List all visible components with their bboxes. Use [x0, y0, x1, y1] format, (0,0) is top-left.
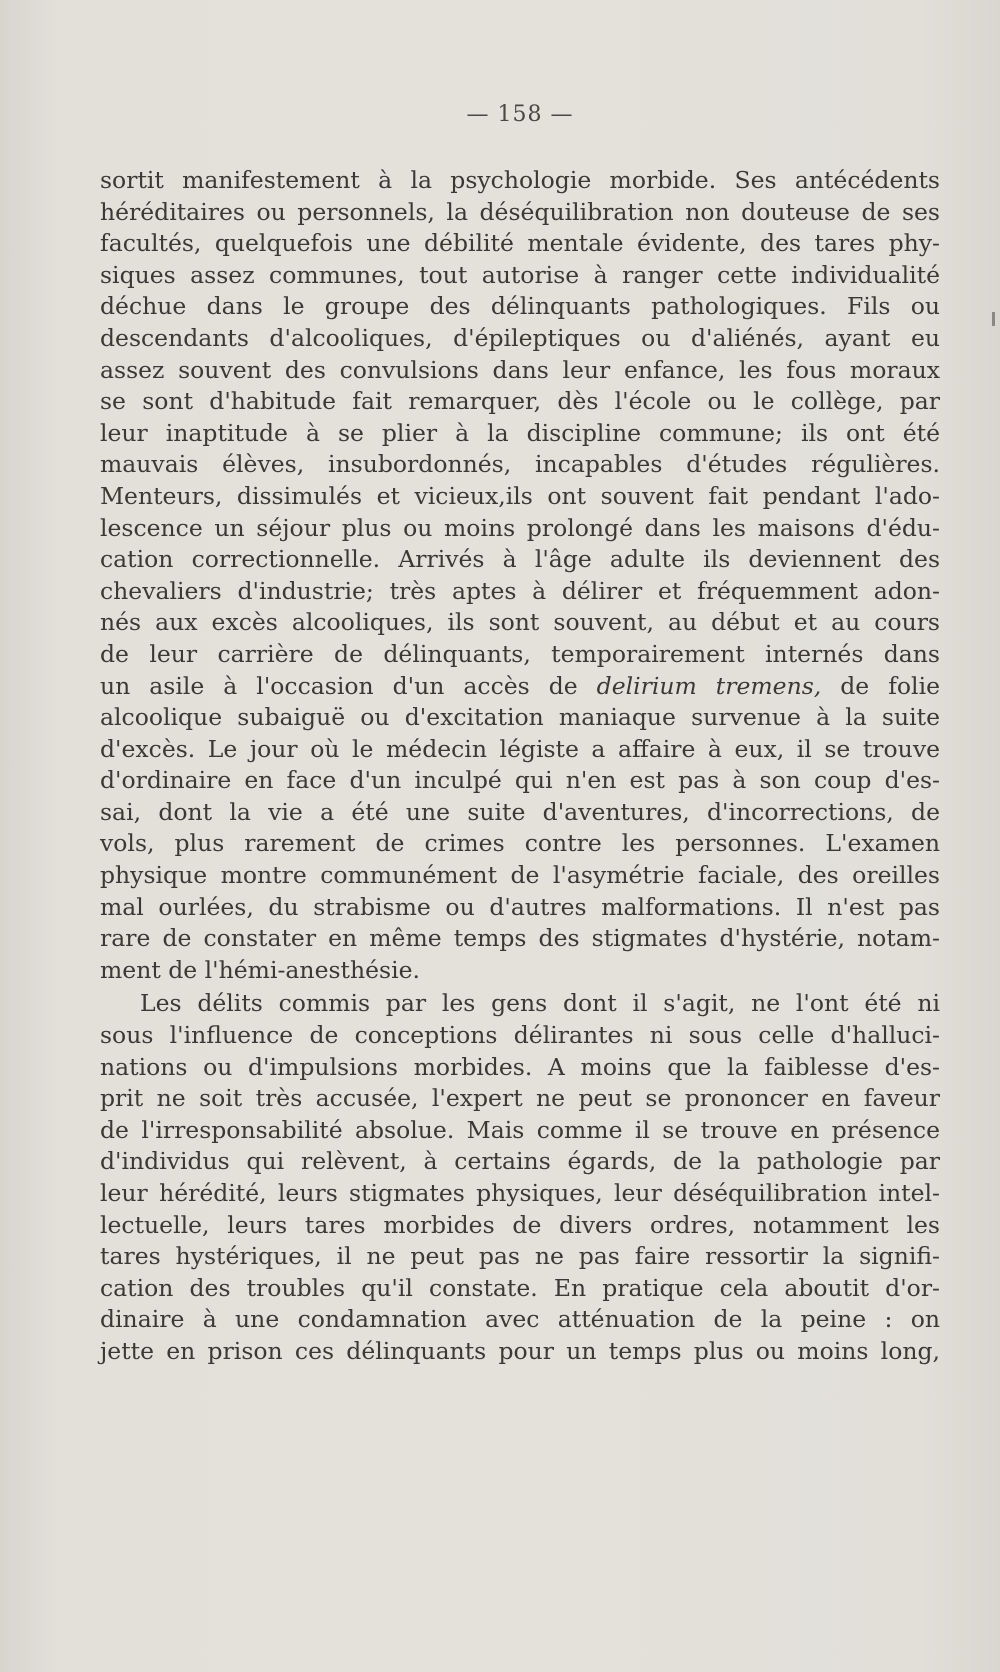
paragraph-1	[100, 165, 940, 986]
text-line: jette en prison ces délinquants pour un temps plus ou moins long,	[100, 1336, 940, 1365]
text-line: d'excès. Le jour où le médecin légiste a affaire à eux, il se trouve	[100, 734, 940, 763]
text-segment: un asile à l'occasion d'un accès de	[100, 671, 597, 700]
text-line: physique montre communément de l'asymétrie faciale, des oreilles	[100, 861, 940, 890]
text-line: de leur carrière de délinquants, temporairement internés dans	[100, 639, 940, 668]
text-line: facultés, quelquefois une débilité mentale évidente, des tares phy-	[100, 229, 940, 258]
text-line: d'individus qui relèvent, à certains égards, de la pathologie par	[100, 1147, 940, 1176]
text-line: leur hérédité, leurs stigmates physiques, leur déséquilibration intel-	[100, 1179, 940, 1207]
text-line: nations ou d'impulsions morbides. A moins que la faiblesse d'es-	[100, 1052, 940, 1081]
paragraph-2	[100, 988, 940, 1367]
text-line: se sont d'habitude fait remarquer, dès l'école ou le collège, par	[100, 387, 940, 416]
text-line: de l'irresponsabilité absolue. Mais comme il se trouve en présence	[100, 1115, 940, 1144]
text-line: leur inaptitude à se plier à la discipline commune; ils ont été	[100, 418, 940, 447]
text-line: lectuelle, leurs tares morbides de divers ordres, notamment les	[100, 1210, 940, 1239]
text-line: mal ourlées, du strabisme ou d'autres malformations. Il n'est pas	[100, 892, 940, 921]
text-line: cation correctionnelle. Arrivés à l'âge adulte ils deviennent des	[100, 545, 940, 574]
text-line: alcoolique subaiguë ou d'excitation maniaque survenue à la suite	[100, 703, 940, 732]
text-line: sai, dont la vie a été une suite d'aventures, d'incorrections, de	[100, 797, 940, 826]
text-line: d'ordinaire en face d'un inculpé qui n'en est pas à son coup d'es-	[100, 766, 940, 795]
text-line: vols, plus rarement de crimes contre les personnes. L'examen	[100, 829, 940, 858]
body-text	[100, 165, 940, 1368]
text-line: sortit manifestement à la psychologie morbide. Ses antécédents	[100, 166, 940, 194]
text-line: tares hystériques, il ne peut pas ne pas faire ressortir la signifi-	[100, 1242, 940, 1271]
text-line: assez souvent des convulsions dans leur enfance, les fous moraux	[100, 355, 940, 384]
text-line: dinaire à une condamnation avec atténuation de la peine : on	[100, 1305, 940, 1334]
italic-term: delirium tremens,	[596, 671, 822, 700]
page-number: — 158 —	[466, 102, 574, 127]
text-line: chevaliers d'industrie; très aptes à délirer et fréquemment adon-	[100, 576, 940, 605]
text-line: Menteurs, dissimulés et vicieux,ils ont souvent fait pendant l'ado-	[100, 481, 940, 510]
text-line: sous l'influence de conceptions délirantes ni sous celle d'halluci-	[100, 1021, 940, 1050]
text-line: mauvais élèves, insubordonnés, incapables d'études régulières.	[100, 450, 940, 479]
text-line: Les délits commis par les gens dont il s'agit, ne l'ont été ni	[140, 989, 940, 1018]
text-line: nés aux excès alcooliques, ils sont souvent, au début et au cours	[100, 608, 940, 637]
text-line: prit ne soit très accusée, l'expert ne peut se prononcer en faveur	[100, 1084, 940, 1113]
margin-mark	[992, 312, 995, 326]
text-line: lescence un séjour plus ou moins prolongé dans les maisons d'édu-	[100, 513, 940, 542]
text-segment: de folie	[821, 671, 940, 700]
text-line: siques assez communes, tout autorise à ranger cette individualité	[100, 260, 940, 289]
text-line: rare de constater en même temps des stigmates d'hystérie, notam-	[100, 924, 940, 953]
text-line: descendants d'alcooliques, d'épileptiques ou d'aliénés, ayant eu	[100, 323, 940, 352]
text-line: ment de l'hémi-anesthésie.	[100, 955, 420, 984]
text-line-with-italic	[100, 671, 940, 703]
text-line: cation des troubles qu'il constate. En pratique cela aboutit d'or-	[100, 1273, 940, 1302]
text-line: déchue dans le groupe des délinquants pathologiques. Fils ou	[100, 292, 940, 321]
text-line: héréditaires ou personnels, la déséquilibration non douteuse de ses	[100, 197, 940, 226]
